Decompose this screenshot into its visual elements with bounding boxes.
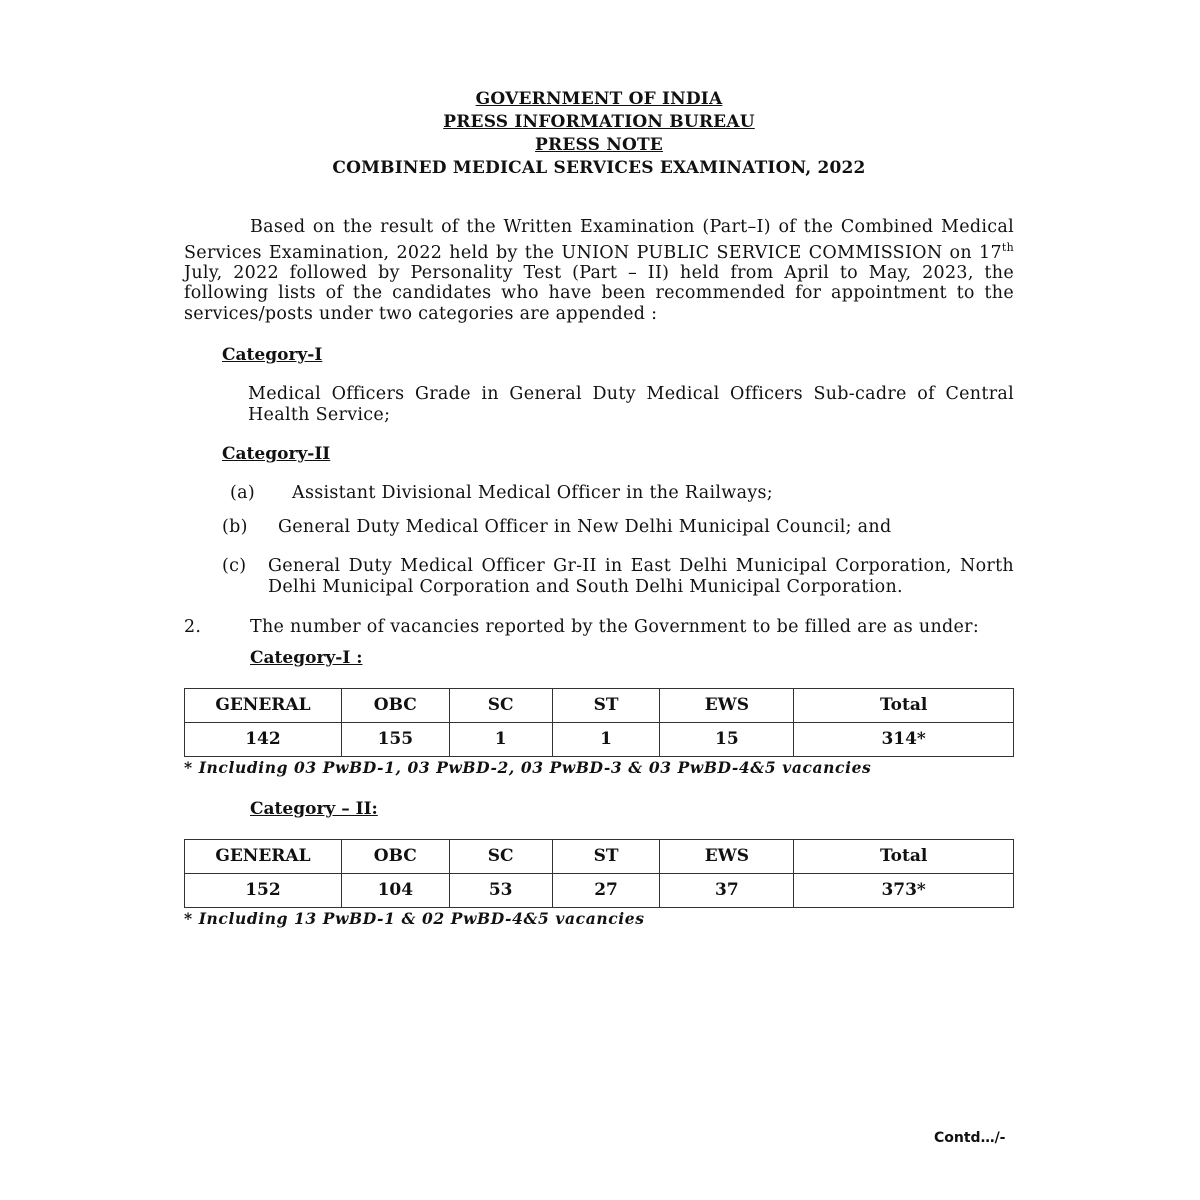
item-label: (a) [230,483,255,504]
header-cell-obc: OBC [341,688,449,722]
category-2-item-b [222,517,1014,538]
vacancy-table-category-1 [184,688,1014,757]
header-cell-sc: SC [449,688,552,722]
header-cell-total: Total [794,839,1014,873]
value-cell-sc: 53 [449,873,552,907]
value-cell-obc: 155 [341,722,449,756]
item-text: Assistant Divisional Medical Officer in the Railways; [292,483,773,504]
value-cell-st: 27 [552,873,660,907]
table-2-footnote: * Including 13 PwBD-1 & 02 PwBD-4&5 vacancies [184,908,645,928]
header-cell-sc: SC [449,839,552,873]
header-cell-st: ST [552,839,660,873]
category-2-item-c [222,556,1014,597]
header-government: GOVERNMENT OF INDIA [475,89,723,109]
value-cell-total: 314* [794,722,1014,756]
header-bureau: PRESS INFORMATION BUREAU [443,112,755,132]
vacancies-paragraph [184,617,1014,638]
item-label: (b) [222,516,248,537]
header-cell-general: GENERAL [185,839,342,873]
value-cell-obc: 104 [341,873,449,907]
value-cell-total: 373* [794,873,1014,907]
table-row [185,873,1014,907]
header-press-note: PRESS NOTE [535,135,663,155]
item-text: General Duty Medical Officer Gr-II in East Delhi Municipal Corporation, North Delhi Municipal Corporation and South Delhi Municipal Corporation. [268,556,1014,597]
paragraph-number: 2. [184,617,202,638]
value-cell-ews: 15 [660,722,794,756]
category-2-item-a [230,483,1014,504]
value-cell-st: 1 [552,722,660,756]
table-header-row [185,839,1014,873]
header-cell-obc: OBC [341,839,449,873]
vacancies-text: The number of vacancies reported by the Government to be filled are as under: [250,617,980,638]
category-2-heading: Category-II [222,444,331,465]
intro-superscript: th [1001,240,1014,254]
document-header [184,88,1014,180]
item-label: (c) [222,556,247,577]
header-cell-st: ST [552,688,660,722]
value-cell-ews: 37 [660,873,794,907]
table-2-heading: Category – II: [250,798,378,819]
value-cell-general: 142 [185,722,342,756]
intro-text-part1: Based on the result of the Written Examination (Part–I) of the Combined Medical Services Examination, 2022 held by the UNION PUBLIC SERVICE COMMISSION on 17 [184,217,1014,263]
header-cell-general: GENERAL [185,688,342,722]
header-cell-ews: EWS [660,688,794,722]
table-header-row [185,688,1014,722]
value-cell-sc: 1 [449,722,552,756]
value-cell-general: 152 [185,873,342,907]
table-row [185,722,1014,756]
press-note-page [184,88,1014,928]
header-cell-total: Total [794,688,1014,722]
table-1-footnote: * Including 03 PwBD-1, 03 PwBD-2, 03 PwBD-3 & 03 PwBD-4&5 vacancies [184,757,872,777]
vacancy-table-category-2 [184,839,1014,908]
continued-marker: Contd…/- [934,1130,1006,1146]
category-1-heading: Category-I [222,345,323,366]
header-cell-ews: EWS [660,839,794,873]
intro-text-part2: July, 2022 followed by Personality Test (Part – II) held from April to May, 2023, the following lists of the candidates who have been recommended for appointment to the services/posts under two categories are appended : [184,262,1014,324]
table-1-heading: Category-I : [250,647,363,668]
item-text: General Duty Medical Officer in New Delhi Municipal Council; and [278,516,892,537]
header-exam-title: COMBINED MEDICAL SERVICES EXAMINATION, 2022 [332,158,866,178]
intro-paragraph [184,217,1014,324]
category-1-description: Medical Officers Grade in General Duty Medical Officers Sub-cadre of Central Health Service; [248,384,1014,425]
